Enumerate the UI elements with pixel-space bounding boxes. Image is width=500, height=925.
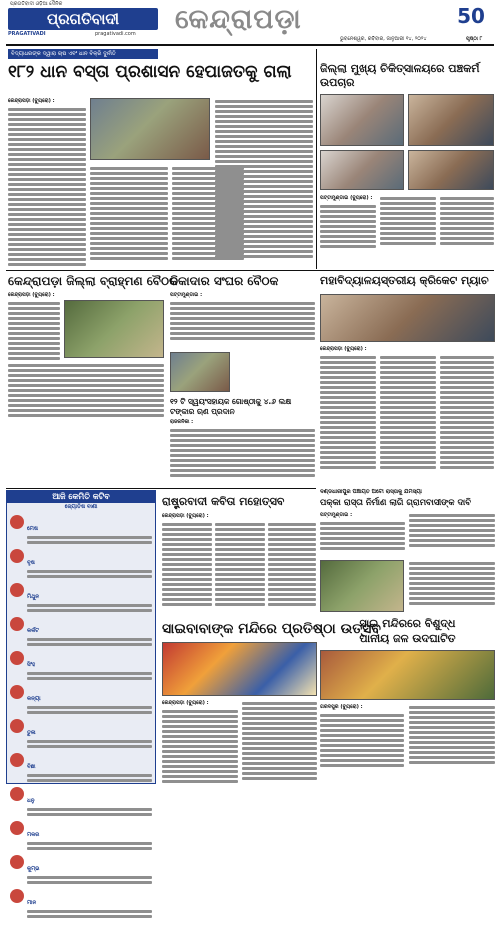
story3-headline: କେନ୍ଦ୍ରାପଡ଼ା ଜିଲ୍ଲା ବ୍ରାହ୍ମଣ ବୈଠକ bbox=[8, 274, 178, 288]
story10-headline-1: ସାଇ ମନ୍ଦିରରେ ବିଶୁଦ୍ଧ bbox=[359, 617, 456, 630]
story6-byline: ରାଜକନିକା : bbox=[170, 419, 194, 425]
zodiac-name: କନ୍ୟା bbox=[27, 696, 41, 702]
anniversary-number: 50 bbox=[457, 4, 485, 28]
horoscope-box bbox=[6, 490, 156, 906]
story5-headline: ମହାବିଦ୍ୟାଳୟସ୍ତରୀୟ କ୍ରିକେଟ ମ୍ୟାଚ bbox=[320, 274, 489, 287]
story1-photo bbox=[90, 98, 210, 160]
story9-headline: ସାଇବାବାଙ୍କ ମନ୍ଦିରେ ପ୍ରତିଷ୍ଠା ଉତ୍ସବ bbox=[162, 621, 381, 637]
story2-body-col1 bbox=[320, 203, 376, 250]
horoscope-subtitle: ଜ୍ୟୋତିଷ ବାଣୀ bbox=[64, 504, 98, 510]
zodiac-name: କୁମ୍ଭ bbox=[27, 866, 40, 872]
masthead-rule bbox=[6, 44, 494, 46]
story7-headline: ରାଷ୍ଟ୍ରବାଦୀ କବିତା ମହୋତ୍ସବ bbox=[162, 495, 285, 508]
dateline: ଭୁବନେଶ୍ୱର, ରବିବାର, ଜାନୁଆରୀ ୧୪, ୨୦୨୪ bbox=[340, 36, 427, 42]
story7-body-col1 bbox=[162, 521, 212, 608]
horoscope-row bbox=[10, 515, 152, 546]
story4-photo bbox=[170, 352, 230, 392]
story4-headline: ଠିକାଦାର ସଂଘର ବୈଠକ bbox=[170, 274, 279, 288]
story5-byline: କେନ୍ଦ୍ରାପଡ଼ା (ବ୍ୟୁରୋ) : bbox=[320, 346, 367, 352]
story5-body-col1 bbox=[320, 354, 376, 471]
story2-photo-4 bbox=[408, 150, 494, 190]
zodiac-icon bbox=[10, 889, 24, 903]
masthead-logo bbox=[8, 8, 158, 30]
horoscope-row bbox=[10, 583, 152, 614]
story9-photo bbox=[162, 642, 317, 696]
story2-photo-3 bbox=[320, 150, 404, 190]
story8-photo bbox=[320, 560, 404, 612]
story8-headline: ପକ୍କା ରାସ୍ତା ନିର୍ମାଣ ଲାଗି ଗ୍ରାମବାସୀଙ୍କ ଦାବି bbox=[320, 498, 472, 508]
zodiac-icon bbox=[10, 821, 24, 835]
zodiac-name: ସିଂହ bbox=[27, 662, 36, 668]
horoscope-row bbox=[10, 617, 152, 648]
zodiac-icon bbox=[10, 549, 24, 563]
zodiac-icon bbox=[10, 583, 24, 597]
story4-byline: ପଟ୍ଟାମୁଣ୍ଡାଇ : bbox=[170, 292, 203, 298]
story10-body-col1 bbox=[320, 712, 404, 769]
story3-body-col1 bbox=[8, 300, 60, 362]
anniversary-badge bbox=[450, 4, 492, 30]
horoscope-row bbox=[10, 549, 152, 580]
logo-sub: PRAGATIVADI bbox=[8, 31, 46, 37]
column-divider bbox=[316, 49, 317, 269]
story10-byline: ଗରଦପୁର (ବ୍ୟୁରୋ) : bbox=[320, 704, 363, 710]
zodiac-icon bbox=[10, 515, 24, 529]
horoscope-row bbox=[10, 651, 152, 682]
zodiac-icon bbox=[10, 685, 24, 699]
story3-byline: କେନ୍ଦ୍ରାପଡ଼ା (ବ୍ୟୁରୋ) : bbox=[8, 292, 55, 298]
story9-body-col1 bbox=[162, 708, 238, 785]
masthead bbox=[0, 0, 500, 44]
zodiac-name: ବୃଷ bbox=[27, 560, 35, 566]
horoscope-row bbox=[10, 753, 152, 784]
story5-body-col2 bbox=[380, 354, 436, 471]
zodiac-name: କର୍କଟ bbox=[27, 628, 39, 634]
story1-byline: କେନ୍ଦ୍ରାପଡ଼ା (ବ୍ୟୁରୋ) : bbox=[8, 98, 55, 104]
page-number: ପୃଷ୍ଠା ୮ bbox=[466, 36, 483, 42]
horoscope-row bbox=[10, 719, 152, 750]
zodiac-icon bbox=[10, 617, 24, 631]
horoscope-row bbox=[10, 889, 152, 920]
story2-headline: ଜିଲ୍ଲା ମୁଖ୍ୟ ଚିକିତ୍ସାଳୟରେ ପଞ୍ଚକର୍ମ ଉପଚାର bbox=[320, 62, 480, 89]
story1-body-col1 bbox=[8, 106, 86, 268]
story2-photo-2 bbox=[408, 94, 494, 146]
story10-photo bbox=[320, 650, 495, 700]
horoscope-row bbox=[10, 821, 152, 852]
story1-kicker: ବିଦ୍ୟାଧରଙ୍କ ଦ୍ୱାରା ଚାଷ ଏବଂ ଧାନ ବିକ୍ରି ଦୁର୍ନୀତି bbox=[8, 49, 158, 59]
story9-byline: କେନ୍ଦ୍ରାପଡ଼ା (ବ୍ୟୁରୋ) : bbox=[162, 700, 209, 706]
horoscope-row bbox=[10, 685, 152, 716]
story8-kicker: ଦଣ୍ଡଧାରୀପୁର ପଞ୍ଚାୟତ ଅଟୋ ରାସ୍ତାକୁ ଯମସ୍ୟା bbox=[320, 489, 422, 495]
website: pragativadi.com bbox=[95, 31, 136, 37]
zodiac-name: ମୀନ bbox=[27, 900, 37, 906]
edition-name: କେନ୍ଦ୍ରାପଡ଼ା bbox=[175, 4, 302, 35]
story3-photo bbox=[64, 300, 164, 358]
story3-body-col2 bbox=[8, 362, 164, 419]
zodiac-icon bbox=[10, 753, 24, 767]
story5-photo bbox=[320, 294, 495, 342]
zodiac-icon bbox=[10, 719, 24, 733]
story7-body-col3 bbox=[268, 521, 316, 608]
story8-body-col1 bbox=[320, 520, 405, 552]
zodiac-icon bbox=[10, 855, 24, 869]
zodiac-icon bbox=[10, 787, 24, 801]
section-rule-2 bbox=[6, 488, 316, 489]
story7-byline: କେନ୍ଦ୍ରାପଡ଼ା (ବ୍ୟୁରୋ) : bbox=[162, 513, 209, 519]
zodiac-name: ମିଥୁନ bbox=[27, 594, 40, 600]
story2-body-col2 bbox=[380, 195, 436, 247]
story6-body bbox=[170, 427, 315, 479]
story2-photo-1 bbox=[320, 94, 404, 146]
story8-body-col2 bbox=[409, 512, 495, 549]
zodiac-name: ଧନୁ bbox=[27, 798, 35, 804]
logo-text: ପ୍ରଗତିବାଦୀ bbox=[46, 10, 120, 28]
story4-body bbox=[170, 300, 315, 342]
story1-headline: ୧୮୨ ଧାନ ବସ୍ତା ପ୍ରଶାସନ ହେପାଜତକୁ ଗଲା bbox=[8, 62, 292, 82]
zodiac-name: ମେଷ bbox=[27, 526, 38, 532]
story1-body-col2 bbox=[90, 165, 168, 262]
story10-body-col2 bbox=[409, 704, 495, 766]
story6-headline: ୧୨ ଟି ସ୍ୱୟଂସହାୟକ ଗୋଷ୍ଠୀକୁ ୪.୬ ଲକ୍ଷ ଟଙ୍କାର ଋଣ ପ୍ରଦାନ bbox=[170, 397, 292, 416]
story9-body-col2 bbox=[242, 700, 317, 782]
story10-headline-2: ପାନୀୟ ଜଳ ଉଦଘାଟିତ bbox=[359, 632, 456, 645]
horoscope-title: ଆଜି କେମିତି କଟିବ bbox=[7, 491, 155, 503]
horoscope-row bbox=[10, 855, 152, 886]
masthead-tagline: ପ୍ରଗତିବାଦୀ ଓଡ଼ିଆ ଦୈନିକ bbox=[10, 1, 63, 7]
story8-body-col3 bbox=[409, 560, 495, 607]
story1-body-col4 bbox=[215, 98, 313, 260]
story2-body-col3 bbox=[440, 195, 494, 247]
story7-body-col2 bbox=[215, 521, 265, 608]
section-rule-1 bbox=[6, 270, 494, 271]
zodiac-name: ବିଛା bbox=[27, 764, 36, 770]
zodiac-name: ତୁଳା bbox=[27, 730, 36, 736]
story2-byline: ପଟ୍ଟାମୁଣ୍ଡାଇ (ବ୍ୟୁରୋ) : bbox=[320, 195, 373, 201]
story8-byline: ପଟ୍ଟାମୁଣ୍ଡାଇ : bbox=[320, 512, 353, 518]
story5-body-col3 bbox=[440, 354, 494, 471]
horoscope-signs bbox=[7, 512, 155, 925]
zodiac-icon bbox=[10, 651, 24, 665]
horoscope-row bbox=[10, 787, 152, 818]
zodiac-name: ମକର bbox=[27, 832, 40, 838]
